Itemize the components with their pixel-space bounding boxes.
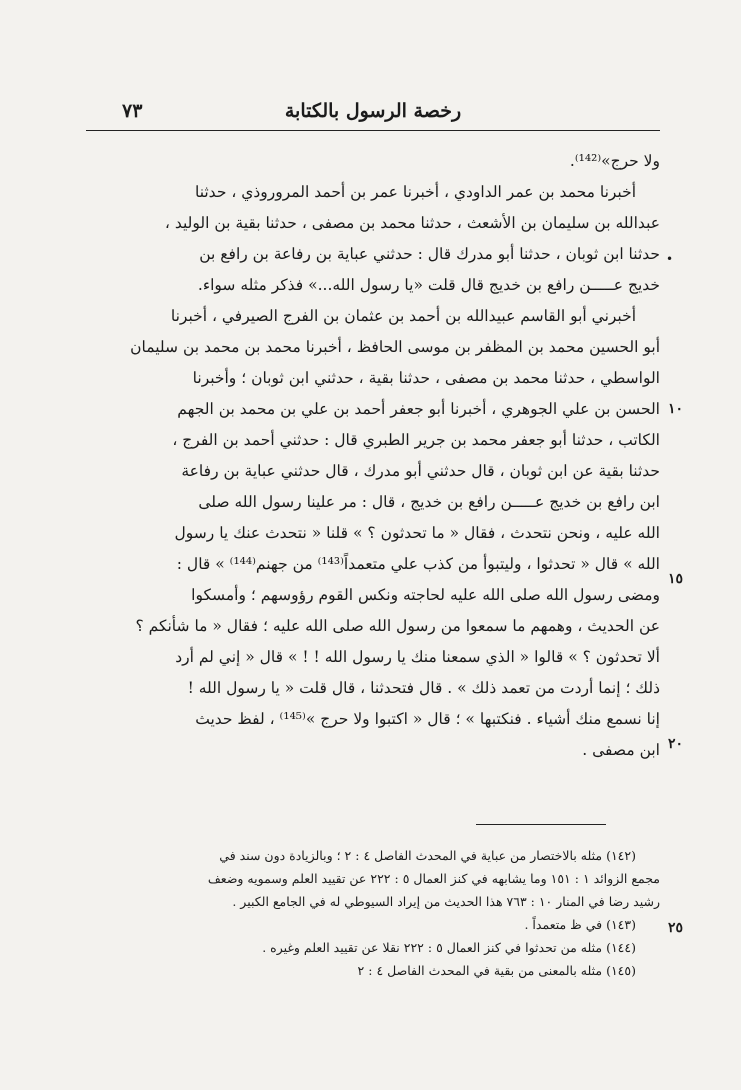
text-line: عبدالله بن سليمان بن الأشعث ، حدثنا محمد بن مصفى ، حدثنا بقية بن الوليد ، — [164, 214, 660, 232]
text-line: ذلك ؛ إنما أردت من تعمد ذلك » . قال فتحدثنا ، قال قلت « يا رسول الله ! — [187, 679, 660, 697]
text-line: الله » قال « تحدثوا ، وليتبوأ من كذب علي متعمداً⁽¹⁴³⁾ من جهنم⁽¹⁴⁴⁾ » قال : — [176, 555, 660, 573]
text-line: حدثنا ابن ثوبان ، حدثنا أبو مدرك قال : حدثني عباية بن رفاعة بن رافع بن — [199, 245, 660, 263]
margin-bullet: • — [666, 252, 674, 266]
text-line: ومضى رسول الله صلى الله عليه لحاجته ونكس القوم رؤوسهم ؛ وأمسكوا — [191, 586, 660, 604]
text-line: أخبرنا محمد بن عمر الداودي ، أخبرنا عمر بن أحمد المروروذي ، حدثنا — [194, 183, 636, 201]
line-number-10: ١٠ — [668, 401, 684, 417]
page-number: ٧٣ — [122, 100, 143, 122]
footnote-line: مجمع الزوائد ١ : ١٥١ وما يشابهه في كنز العمال ٥ : ٢٢٢ عن تقييد العلم وسمويه وضعف — [207, 871, 660, 886]
text-line: الواسطي ، حدثنا محمد بن مصفى ، حدثنا بقية ، حدثني ابن ثوبان ؛ وأخبرنا — [192, 369, 660, 387]
text-line: إنا نسمع منك أشياء . فنكتبها » ؛ قال « اكتبوا ولا حرج »⁽¹⁴⁵⁾ ، لفظ حديث — [195, 710, 660, 728]
text-line: أخبرني أبو القاسم عبيدالله بن أحمد بن عثمان بن الفرج الصيرفي ، أخبرنا — [170, 307, 636, 325]
text-line: الله عليه ، ونحن نتحدث ، فقال « ما تحدثون ؟ » قلنا « نتحدث عنك يا رسول — [174, 524, 660, 542]
footnote-line: (١٤٥) مثله بالمعنى من بقية في المحدث الفاصل ٤ : ٢ — [357, 963, 636, 978]
running-title: رخصة الرسول بالكتابة — [284, 100, 462, 122]
text-line: عن الحديث ، وهمهم ما سمعوا من رسول الله صلى الله عليه ؛ فقال « ما شأنكم ؟ — [135, 617, 660, 635]
footnote-line: (١٤٢) مثله بالاختصار من عباية في المحدث الفاصل ٤ : ٢ ؛ وبالزيادة دون سند في — [219, 848, 636, 863]
text-line: الحسن بن علي الجوهري ، أخبرنا أبو جعفر أحمد بن علي بن محمد بن الجهم — [177, 400, 660, 418]
text-line: ولا حرج»⁽¹⁴²⁾. — [569, 152, 660, 170]
text-line: الكاتب ، حدثنا أبو جعفر محمد بن جرير الطبري قال : حدثني أحمد بن الفرج ، — [172, 431, 660, 449]
text-line: ابن مصفى . — [582, 741, 660, 759]
text-line: ألا تحدثون ؟ » قالوا « الذي سمعنا منك يا رسول الله ! ! » قال « إني لم أرد — [175, 648, 660, 666]
footnote-line: (١٤٣) في ظ متعمداً . — [524, 917, 636, 932]
line-number-20: ٢٠ — [668, 736, 684, 752]
page-header — [86, 100, 660, 131]
footnote-separator — [476, 824, 606, 825]
line-number-15: ١٥ — [668, 571, 684, 587]
footnote-line: رشيد رضا في المنار ١٠ : ٧٦٣ هذا الحديث من إيراد السيوطي له في الجامع الكبير . — [232, 894, 660, 909]
text-line: ابن رافع بن خديج عـــــن رافع بن خديج ، قال : مر علينا رسول الله صلى — [198, 493, 660, 511]
line-number-25: ٢٥ — [668, 920, 684, 936]
text-line: أبو الحسين محمد بن المظفر بن موسى الحافظ ، أخبرنا محمد بن محمد بن سليمان — [130, 338, 660, 356]
main-text — [86, 146, 660, 766]
text-line: خديج عـــــن رافع بن خديج قال قلت «يا رسول الله...» فذكر مثله سواء. — [197, 276, 660, 294]
footnote-line: (١٤٤) مثله من تحدثوا في كنز العمال ٥ : ٢٢٢ نقلا عن تقييد العلم وغيره . — [262, 940, 636, 955]
text-line: حدثنا بقية عن ابن ثوبان ، قال حدثني أبو مدرك ، قال حدثني عباية بن رفاعة — [181, 462, 660, 480]
footnotes — [86, 844, 660, 982]
